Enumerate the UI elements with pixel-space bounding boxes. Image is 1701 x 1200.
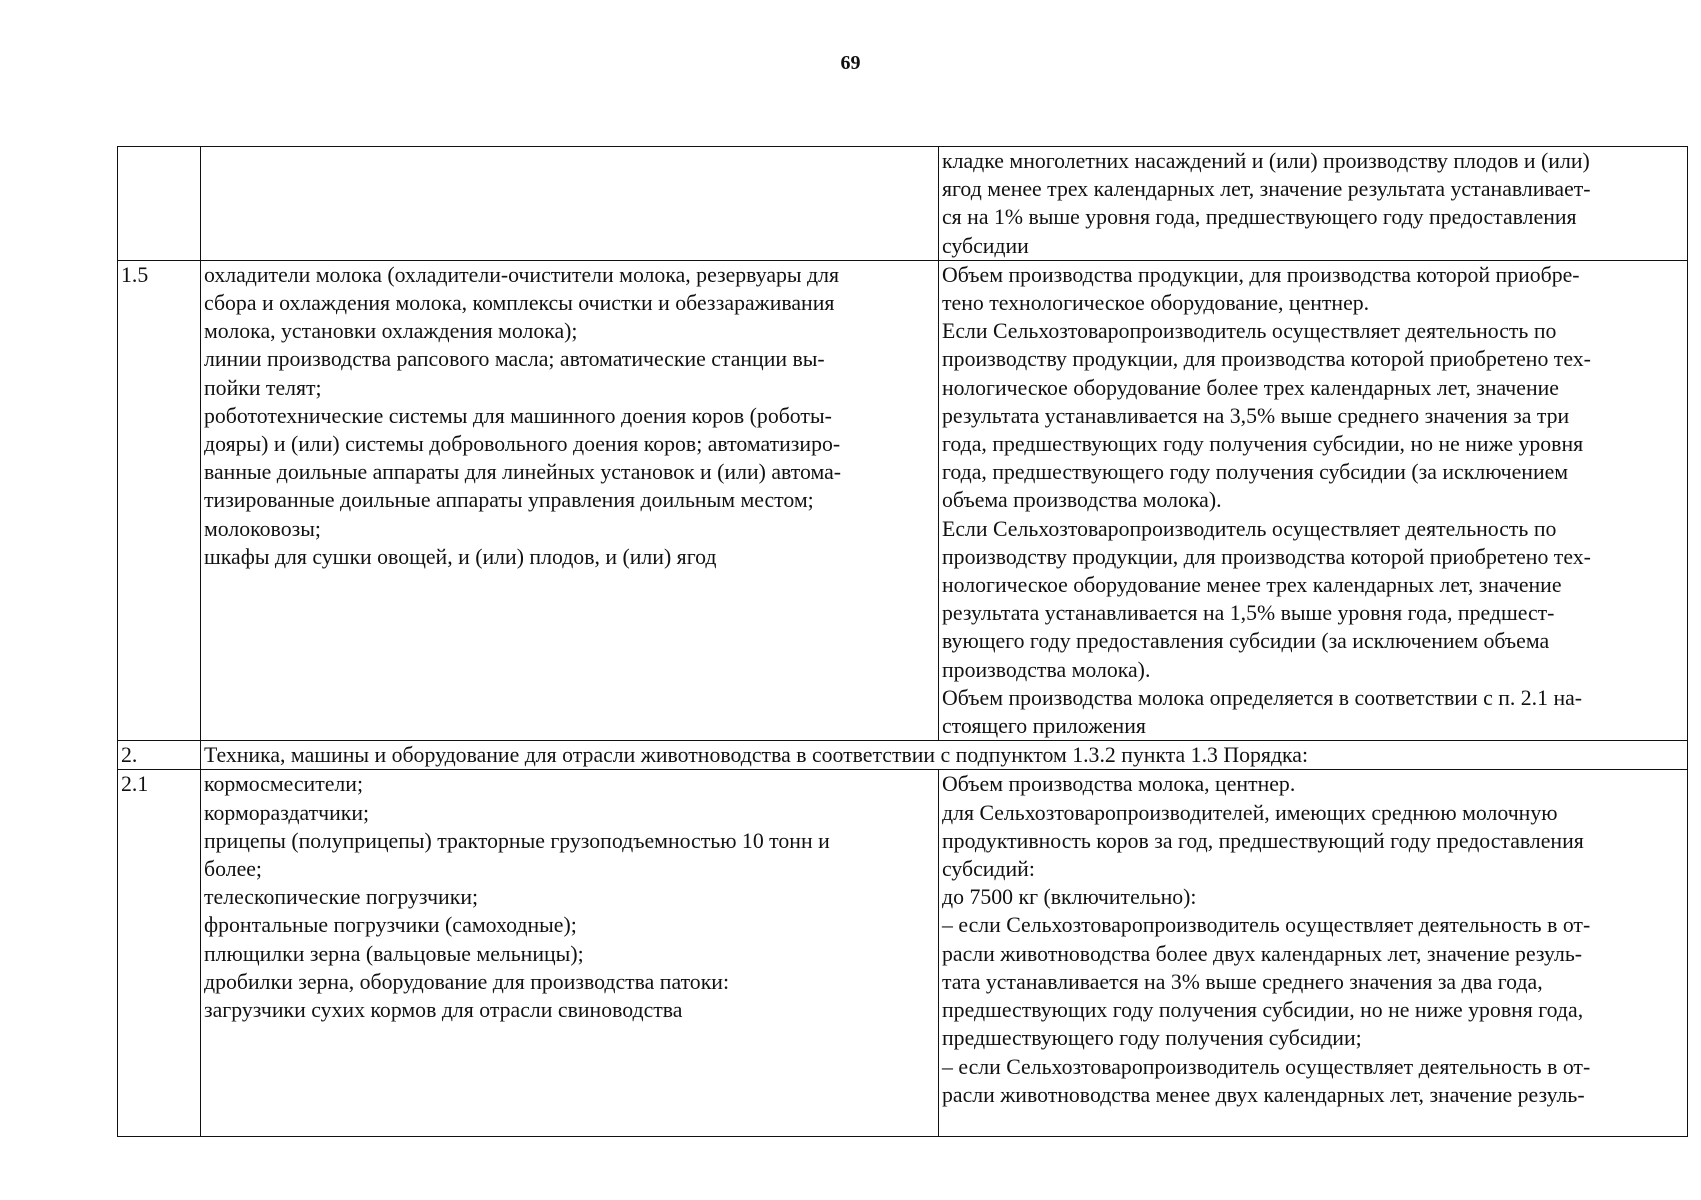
result-line: Если Сельхозтоваропроизводитель осуществляет деятельность по: [942, 319, 1557, 344]
equipment-line: ванные доильные аппараты для линейных установок и (или) автома-: [204, 460, 842, 485]
result-line: Объем производства молока, центнер.: [942, 772, 1296, 797]
equipment-cell: [201, 770, 939, 1137]
result-line: Объем производства продукции, для производства которой приобре-: [942, 262, 1580, 287]
equipment-line: загрузчики сухих кормов для отрасли свиноводства: [204, 998, 683, 1023]
equipment-line: охладители молока (охладители-очистители молока, резервуары для: [204, 262, 840, 287]
row-number-cell: 2.: [118, 741, 201, 770]
section-heading-cell: Техника, машины и оборудование для отрасли животноводства в соответствии с подпунктом 1.3.2 пункта 1.3 Порядка:: [201, 741, 1688, 770]
result-line: производства молока).: [942, 657, 1151, 682]
result-line: ягод менее трех календарных лет, значение результата устанавливает-: [942, 177, 1591, 202]
result-line: результата устанавливается на 1,5% выше уровня года, предшест-: [942, 601, 1555, 626]
result-line: Если Сельхозтоваропроизводитель осуществляет деятельность по: [942, 516, 1557, 541]
equipment-line: плющилки зерна (вальцовые мельницы);: [204, 941, 584, 966]
result-line: – если Сельхозтоваропроизводитель осуществляет деятельность в от-: [942, 913, 1591, 938]
equipment-line: телескопические погрузчики;: [204, 885, 479, 910]
result-line: нологическое оборудование более трех календарных лет, значение: [942, 375, 1559, 400]
equipment-line: кормосмесители;: [204, 772, 364, 797]
result-line: до 7500 кг (включительно):: [942, 885, 1197, 910]
result-line: производству продукции, для производства которой приобретено тех-: [942, 544, 1591, 569]
equipment-line: прицепы (полуприцепы) тракторные грузоподъемностью 10 тонн и: [204, 828, 830, 853]
equipment-line: робототехнические системы для машинного доения коров (роботы-: [204, 403, 832, 428]
equipment-line: более;: [204, 857, 262, 882]
result-line: стоящего приложения: [942, 714, 1146, 739]
result-line: тата устанавливается на 3% выше среднего значения за два года,: [942, 969, 1543, 994]
result-line: расли животноводства менее двух календарных лет, значение резуль-: [942, 1082, 1585, 1107]
equipment-line: линии производства рапсового масла; автоматические станции вы-: [204, 347, 825, 372]
result-line: субсидии: [942, 233, 1029, 258]
equipment-line: пойки телят;: [204, 375, 322, 400]
table-row-continuation: [118, 147, 1688, 261]
equipment-line: кормораздатчики;: [204, 800, 370, 825]
result-line: результата устанавливается на 3,5% выше среднего значения за три: [942, 403, 1570, 428]
result-line: продуктивность коров за год, предшествующий году предоставления: [942, 828, 1584, 853]
equipment-line: молока, установки охлаждения молока);: [204, 319, 578, 344]
result-line: – если Сельхозтоваропроизводитель осуществляет деятельность в от-: [942, 1054, 1591, 1079]
result-line: Объем производства молока определяется в соответствии с п. 2.1 на-: [942, 685, 1583, 710]
equipment-line: дояры) и (или) системы добровольного доения коров; автоматизиро-: [204, 432, 841, 457]
result-line: нологическое оборудование менее трех календарных лет, значение: [942, 573, 1562, 598]
requirements-table: [117, 146, 1688, 1137]
row-number-cell: 1.5: [118, 260, 201, 740]
result-line: года, предшествующих году получения субсидии, но не ниже уровня: [942, 432, 1584, 457]
result-cell: [939, 770, 1688, 1137]
page-number: 69: [840, 52, 861, 74]
row-number-cell: 2.1: [118, 770, 201, 1137]
result-cell: [939, 147, 1688, 261]
result-line: вующего году предоставления субсидии (за исключением объема: [942, 629, 1550, 654]
equipment-cell: [201, 147, 939, 261]
table-row-1-5: [118, 260, 1688, 740]
result-line: тено технологическое оборудование, центнер.: [942, 291, 1370, 316]
equipment-cell: [201, 260, 939, 740]
equipment-line: сбора и охлаждения молока, комплексы очистки и обеззараживания: [204, 291, 835, 316]
result-line: субсидий:: [942, 857, 1035, 882]
result-cell: [939, 260, 1688, 740]
result-line: года, предшествующего году получения субсидии (за исключением: [942, 460, 1569, 485]
result-line: ся на 1% выше уровня года, предшествующего году предоставления: [942, 205, 1577, 230]
result-line: предшествующих году получения субсидии, но не ниже уровня года,: [942, 998, 1584, 1023]
result-line: предшествующего году получения субсидии;: [942, 1026, 1362, 1051]
result-line: расли животноводства более двух календарных лет, значение резуль-: [942, 941, 1583, 966]
equipment-line: тизированные доильные аппараты управления доильным местом;: [204, 488, 814, 513]
table-row-2: [118, 741, 1688, 770]
equipment-line: молоковозы;: [204, 516, 321, 541]
result-line: производству продукции, для производства которой приобретено тех-: [942, 347, 1591, 372]
row-number-cell: [118, 147, 201, 261]
equipment-line: фронтальные погрузчики (самоходные);: [204, 913, 577, 938]
table-row-2-1: [118, 770, 1688, 1137]
result-line: объема производства молока).: [942, 488, 1222, 513]
result-line: для Сельхозтоваропроизводителей, имеющих среднюю молочную: [942, 800, 1558, 825]
equipment-line: шкафы для сушки овощей, и (или) плодов, и (или) ягод: [204, 544, 717, 569]
result-line: кладке многолетних насаждений и (или) производству плодов и (или): [942, 149, 1590, 173]
equipment-line: дробилки зерна, оборудование для производства патоки:: [204, 969, 730, 994]
